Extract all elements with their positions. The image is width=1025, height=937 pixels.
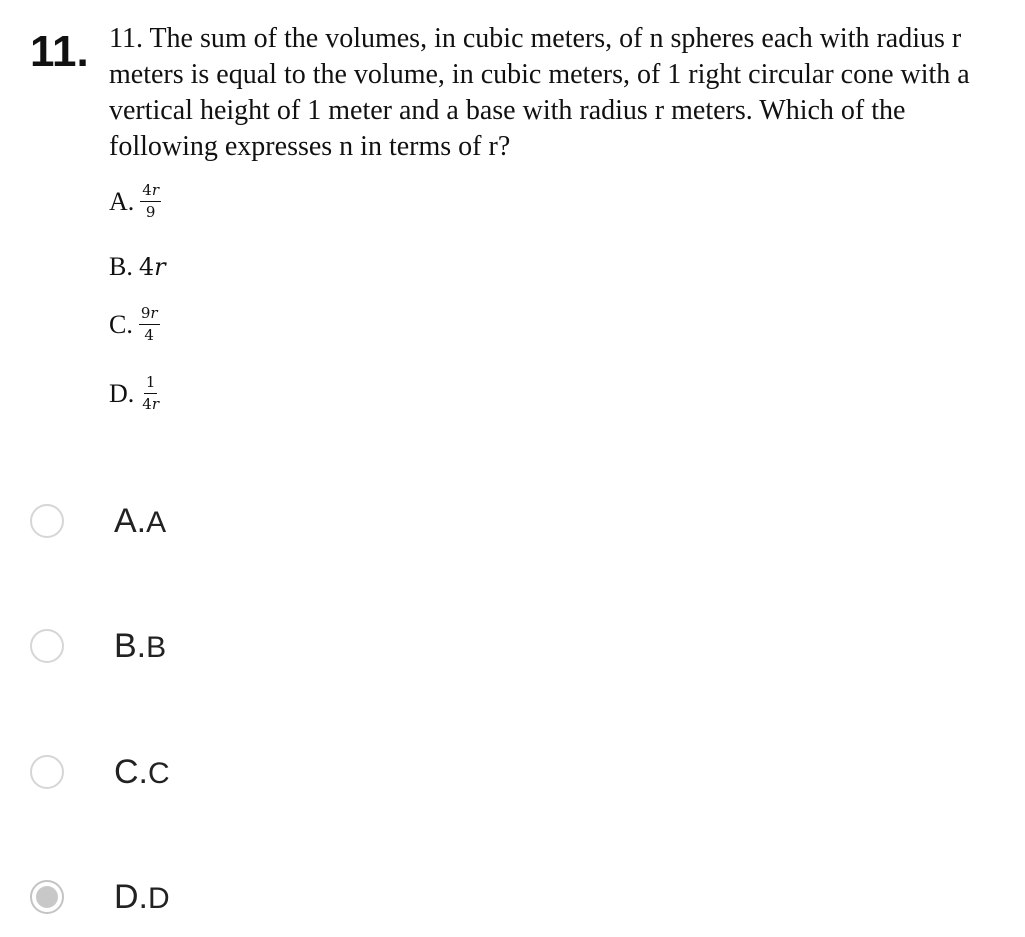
choice-c-denominator: 4: [144, 326, 154, 344]
answer-option-a-prefix: A.: [114, 501, 147, 540]
answer-option-b-label: [114, 627, 166, 666]
radio-b[interactable]: [30, 629, 64, 663]
answer-option-c-text: C: [148, 756, 170, 790]
choice-d-letter: D.: [109, 378, 135, 408]
radio-a[interactable]: [30, 504, 64, 538]
answer-option-c-label: [114, 753, 170, 792]
answer-option-c-prefix: C.: [114, 752, 148, 791]
answer-option-a[interactable]: [30, 491, 430, 551]
choice-b-expression: [139, 253, 166, 281]
choice-a-numerator-var: r: [151, 181, 159, 199]
answer-option-d-prefix: D.: [114, 877, 148, 916]
answer-option-b[interactable]: [30, 616, 430, 676]
choice-b-letter: B.: [109, 252, 133, 281]
answer-option-a-text: A: [146, 505, 167, 539]
choice-a-fraction: [140, 183, 161, 220]
choice-b-coef: 4: [138, 253, 155, 281]
choice-d-denominator-coef: 4: [142, 395, 152, 413]
answer-option-a-label: [114, 502, 166, 541]
choice-a-letter: A.: [109, 186, 135, 216]
choice-d-denominator-var: r: [151, 395, 159, 413]
choice-d-numerator: 1: [144, 375, 158, 394]
choice-b-var: r: [154, 253, 166, 281]
question-number: 11.: [30, 27, 89, 76]
radio-d-selected-dot: [36, 886, 58, 908]
choice-c: [109, 306, 160, 343]
choice-b: [109, 252, 166, 282]
choice-a-numerator-coef: 4: [142, 181, 152, 199]
choice-d-fraction: [140, 375, 161, 412]
choice-c-numerator-coef: 9: [140, 304, 151, 322]
choice-d: [109, 375, 161, 412]
answer-option-c[interactable]: [30, 742, 430, 802]
radio-d[interactable]: [30, 880, 64, 914]
choice-c-fraction: [139, 306, 160, 343]
choice-c-numerator-var: r: [150, 304, 158, 322]
answer-option-b-prefix: B.: [114, 626, 147, 665]
answer-option-d-text: D: [148, 881, 170, 915]
answer-option-d[interactable]: [30, 867, 430, 927]
radio-c[interactable]: [30, 755, 64, 789]
choice-a: [109, 183, 161, 220]
answer-option-b-text: B: [146, 630, 167, 664]
question-text: 11. The sum of the volumes, in cubic meters, of n spheres each with radius r meters is equal to the volume, in cubic meters, of 1 right circular cone with a vertical height of 1 meter and a base with radius r meters. Which of the following expresses n in terms of r?: [109, 23, 970, 162]
choice-c-letter: C.: [109, 309, 133, 339]
answer-option-d-label: [114, 878, 170, 917]
choice-a-denominator: 9: [145, 203, 156, 221]
